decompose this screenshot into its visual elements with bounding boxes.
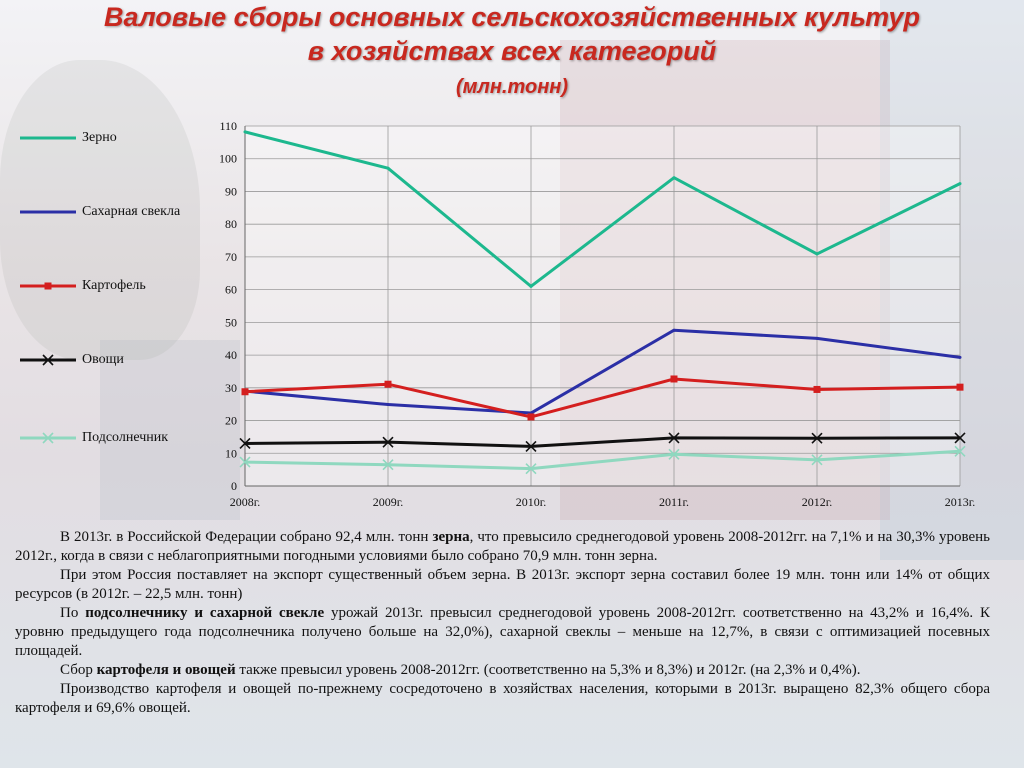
x-tick-label: 2011г. [658,495,690,509]
legend-item [18,202,180,222]
x-tick-label: 2013г. [944,495,976,509]
data-point [673,329,676,332]
x-tick-label: 2008г. [229,495,261,509]
x-tick-label: 2012г. [801,495,833,509]
legend-label: Картофель [82,278,146,293]
y-tick-label: 0 [231,479,237,493]
y-tick-label: 90 [225,184,237,199]
y-tick-label: 80 [225,217,237,232]
y-tick-label: 50 [225,315,237,330]
data-point [528,413,535,420]
description-paragraph [15,528,990,566]
text-run: также превысил уровень 2008-2012гг. (соответственно на 5,3% и 8,3%) и 2012г. (на 2,3% и 0,4%). [235,662,861,678]
description-paragraph [15,661,990,680]
text-run: урожай 2013г. превысил среднегодовой уровень 2008-2012гг. соответственно на 43,2% и 16,4%. К уровню предыдущего года подсолнечника получено больше на 32,0%), сахарной свеклы – меньше на 12,7%, в связи с оптимизацией посевных площадей. [15,605,990,659]
legend-swatch [18,202,78,222]
data-point [244,130,247,133]
slide-title-unit: (млн.тонн) [455,76,569,98]
description-text [15,528,990,718]
highlighted-term: зерна [432,529,470,545]
legend-swatch [18,428,78,448]
y-tick-label: 40 [225,348,237,363]
legend-label: Овощи [82,352,124,367]
data-point [959,356,962,359]
y-tick-label: 70 [225,249,237,264]
data-point [816,337,819,340]
legend-item [18,128,117,148]
slide-title-line1: Валовые сборы основных сельскохозяйственных культур [103,2,921,32]
data-point [530,285,533,288]
legend-item [18,428,168,448]
text-run: Сбор [60,662,97,678]
data-point [387,167,390,170]
legend-swatch [18,350,78,370]
data-point [816,252,819,255]
y-tick-label: 30 [225,380,237,395]
y-tick-label: 100 [219,151,237,166]
legend-label: Сахарная свекла [82,204,181,219]
description-paragraph [15,566,990,604]
legend-label: Подсолнечник [82,430,169,445]
text-run: Производство картофеля и овощей по-прежнему сосредоточено в хозяйствах населения, которыми в 2013г. выращено 82,3% общего сбора картофеля и 69,6% овощей. [15,681,990,716]
legend-swatch [18,276,78,296]
legend-item [18,276,146,296]
highlighted-term: подсолнечнику и сахарной свекле [85,605,325,621]
data-point [957,384,964,391]
plot-area [245,126,960,486]
y-tick-label: 10 [225,446,237,461]
legend-marker [45,283,52,290]
line-chart [205,113,980,518]
text-run: По [60,605,86,621]
data-point [959,182,962,185]
text-run: В 2013г. в Российской Федерации собрано 92,4 млн. тонн [60,529,433,545]
slide-title-line2: в хозяйствах всех категорий [307,36,717,66]
data-point [671,375,678,382]
description-paragraph [15,604,990,661]
data-point [242,388,249,395]
data-point [385,381,392,388]
text-run: При этом Россия поставляет на экспорт существенный объем зерна. В 2013г. экспорт зерна составил более 19 млн. тонн или 14% от общих ресурсов (в 2012г. – 22,5 млн. тонн) [15,567,990,602]
legend-label: Зерно [82,130,117,145]
data-point [814,386,821,393]
data-point [673,176,676,179]
y-tick-label: 110 [219,119,237,133]
legend-item [18,350,124,370]
legend-swatch [18,128,78,148]
x-tick-label: 2010г. [515,495,547,509]
text-run: , что превысило среднегодовой уровень 2008-2012гг. на 7,1% и на 30,3% уровень 2012г., когда в связи с неблагоприятными погодными условиями было собрано 70,9 млн. тонн зерна. [15,529,990,564]
description-paragraph [15,680,990,718]
highlighted-term: картофеля и овощей [96,662,236,678]
x-tick-label: 2009г. [372,495,404,509]
y-tick-label: 60 [225,282,237,297]
data-point [387,403,390,406]
y-tick-label: 20 [225,413,237,428]
